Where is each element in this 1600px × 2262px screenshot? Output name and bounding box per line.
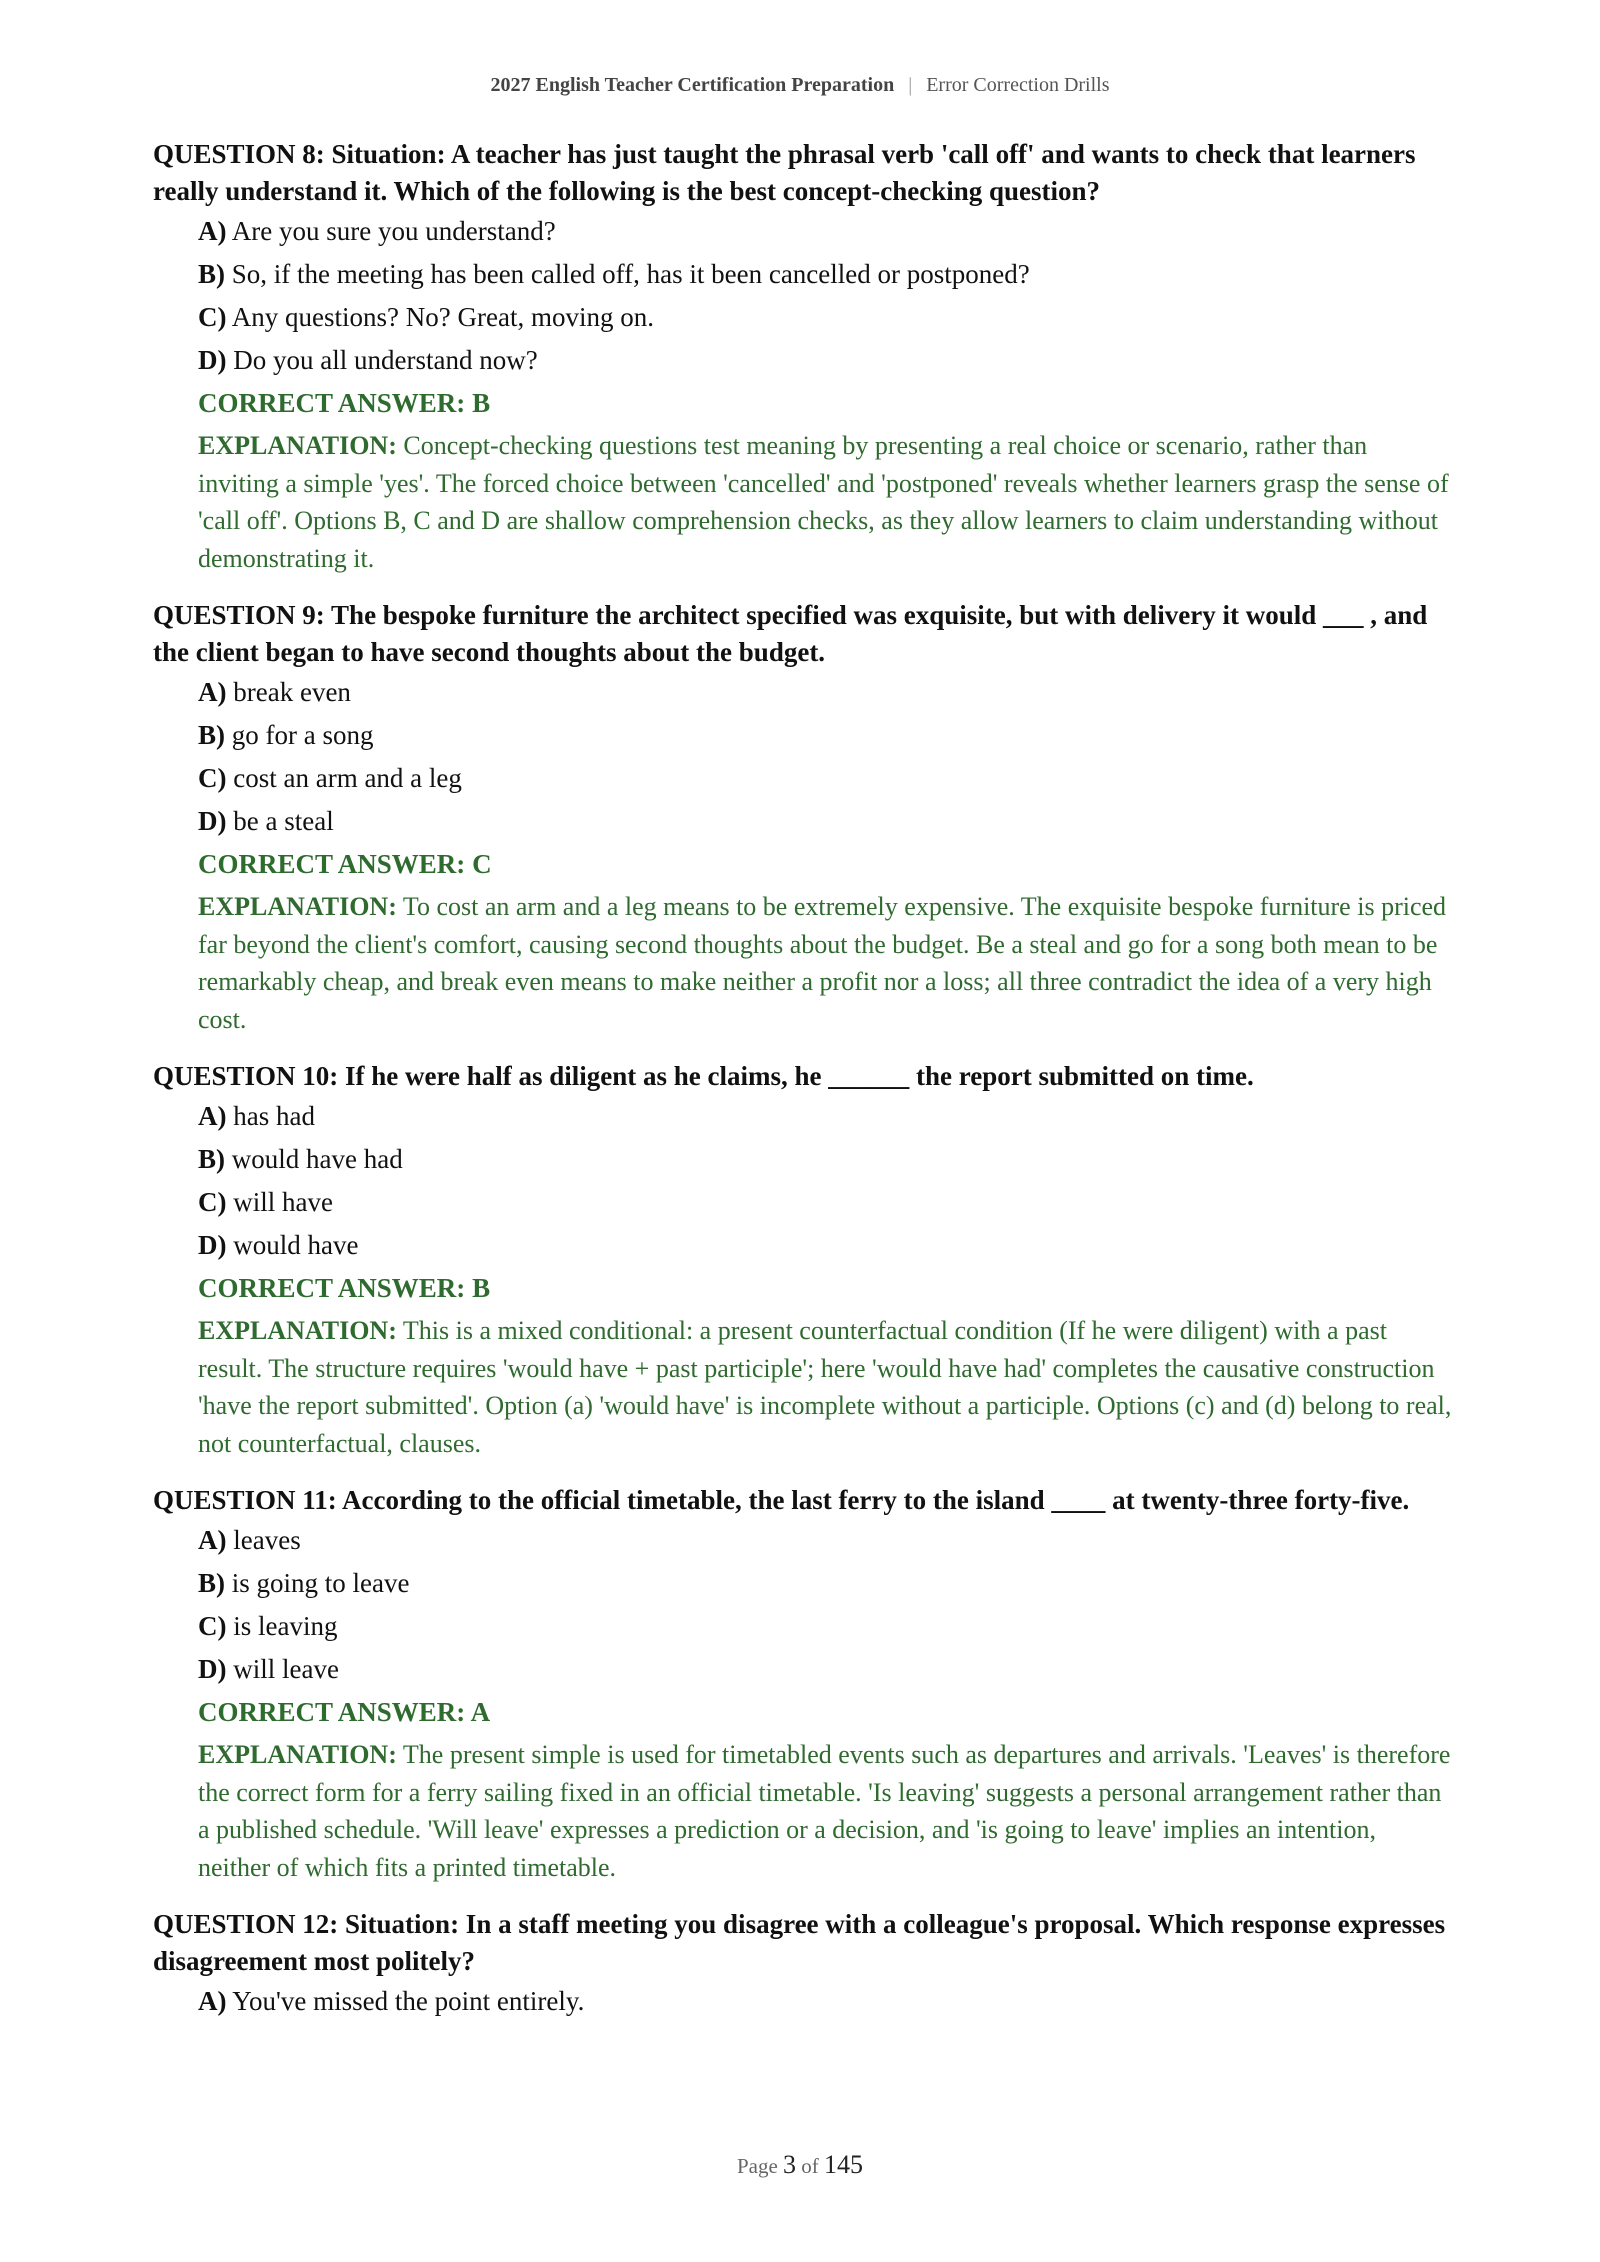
- correct-answer-label: CORRECT ANSWER:: [198, 849, 466, 879]
- option-letter: B): [198, 259, 225, 289]
- option-d: [198, 1648, 1453, 1691]
- total-pages-number: 145: [824, 2150, 864, 2179]
- correct-answer-label: CORRECT ANSWER:: [198, 1697, 466, 1727]
- option-letter: C): [198, 302, 227, 332]
- correct-answer-value: B: [472, 388, 491, 418]
- correct-answer: [198, 1691, 1453, 1734]
- option-list: [198, 671, 1453, 843]
- explanation-text: This is a mixed conditional: a present counterfactual condition (If he were diligent) with a past result. The structure requires 'would have + past participle'; here 'would have had' completes the causative construction 'have the report submitted'. Option (a) 'would have' is incomplete without a participle. Options (c) and (d) belong to real, not counterfactual, clauses.: [198, 1316, 1452, 1458]
- option-b: [198, 253, 1453, 296]
- option-letter: A): [198, 216, 227, 246]
- correct-answer-label: CORRECT ANSWER:: [198, 1273, 466, 1303]
- page-word: Page: [736, 2154, 778, 2178]
- correct-answer: [198, 843, 1453, 886]
- option-c: [198, 296, 1453, 339]
- explanation: [198, 427, 1453, 577]
- page-header: [0, 74, 1600, 97]
- question-10: [153, 1058, 1453, 1462]
- header-series-title: 2027 English Teacher Certification Preparation: [490, 74, 895, 96]
- question-stem: QUESTION 9: The bespoke furniture the architect specified was exquisite, but with delivery it would ___ , and the client began to have second thoughts about the budget.: [153, 600, 1428, 667]
- option-text: cost an arm and a leg: [233, 763, 462, 793]
- option-list: [198, 1095, 1453, 1267]
- explanation-label: EXPLANATION:: [198, 1740, 397, 1769]
- option-text: will leave: [233, 1654, 339, 1684]
- option-letter: A): [198, 1986, 227, 2016]
- option-text: Are you sure you understand?: [231, 216, 556, 246]
- option-d: [198, 339, 1453, 382]
- option-list: [198, 210, 1453, 382]
- option-b: [198, 1562, 1453, 1605]
- explanation-text: To cost an arm and a leg means to be extremely expensive. The exquisite bespoke furniture is priced far beyond the client's comfort, causing second thoughts about the budget. Be a steal and go for a song both mean to be remarkably cheap, and break even means to make neither a profit nor a loss; all three contradict the idea of a very high cost.: [198, 892, 1447, 1034]
- explanation-label: EXPLANATION:: [198, 892, 397, 921]
- option-b: [198, 714, 1453, 757]
- explanation: [198, 1736, 1453, 1886]
- explanation-text: The present simple is used for timetabled events such as departures and arrivals. 'Leaves' is therefore the correct form for a ferry sailing fixed in an official timetable. 'Is leaving' suggests a personal arrangement rather than a published schedule. 'Will leave' expresses a prediction or a decision, and 'is going to leave' implies an intention, neither of which fits a printed timetable.: [198, 1740, 1451, 1882]
- question-stem: QUESTION 8: Situation: A teacher has just taught the phrasal verb 'call off' and wants to check that learners really understand it. Which of the following is the best concept-checking question?: [153, 139, 1416, 206]
- explanation-label: EXPLANATION:: [198, 431, 397, 460]
- option-letter: A): [198, 677, 227, 707]
- option-text: So, if the meeting has been called off, has it been cancelled or postponed?: [231, 259, 1030, 289]
- correct-answer-label: CORRECT ANSWER:: [198, 388, 466, 418]
- question-list: [153, 136, 1453, 2043]
- option-c: [198, 1605, 1453, 1648]
- option-text: Do you all understand now?: [233, 345, 538, 375]
- option-letter: A): [198, 1101, 227, 1131]
- option-text: is leaving: [233, 1611, 338, 1641]
- option-a: [198, 1980, 1453, 2023]
- question-stem: QUESTION 11: According to the official timetable, the last ferry to the island ____ at twenty-three forty-five.: [153, 1485, 1410, 1515]
- option-text: leaves: [233, 1525, 301, 1555]
- header-separator: |: [908, 74, 913, 96]
- option-text: is going to leave: [231, 1568, 410, 1598]
- option-text: would have had: [231, 1144, 403, 1174]
- option-list: [198, 1980, 1453, 2023]
- option-c: [198, 1181, 1453, 1224]
- option-letter: D): [198, 1654, 227, 1684]
- question-stem: QUESTION 10: If he were half as diligent as he claims, he ______ the report submitted on time.: [153, 1061, 1254, 1091]
- option-text: go for a song: [231, 720, 374, 750]
- correct-answer-value: B: [472, 1273, 491, 1303]
- option-letter: B): [198, 1144, 225, 1174]
- option-text: would have: [233, 1230, 359, 1260]
- option-letter: A): [198, 1525, 227, 1555]
- option-c: [198, 757, 1453, 800]
- question-12: [153, 1906, 1453, 2023]
- question-8: [153, 136, 1453, 577]
- option-text: will have: [233, 1187, 333, 1217]
- option-text: break even: [233, 677, 351, 707]
- option-d: [198, 800, 1453, 843]
- option-letter: D): [198, 345, 227, 375]
- explanation-text: Concept-checking questions test meaning by presenting a real choice or scenario, rather than inviting a simple 'yes'. The forced choice between 'cancelled' and 'postponed' reveals whether learners grasp the sense of 'call off'. Options B, C and D are shallow comprehension checks, as they allow learners to claim understanding without demonstrating it.: [198, 431, 1449, 573]
- explanation: [198, 1312, 1453, 1462]
- correct-answer: [198, 382, 1453, 425]
- option-text: You've missed the point entirely.: [232, 1986, 585, 2016]
- option-a: [198, 671, 1453, 714]
- correct-answer-value: A: [470, 1697, 491, 1727]
- option-a: [198, 1519, 1453, 1562]
- option-a: [198, 210, 1453, 253]
- option-letter: C): [198, 1611, 227, 1641]
- question-stem: QUESTION 12: Situation: In a staff meeting you disagree with a colleague's proposal. Which response expresses disagreement most politely?: [153, 1909, 1446, 1976]
- option-text: has had: [233, 1101, 315, 1131]
- option-list: [198, 1519, 1453, 1691]
- option-d: [198, 1224, 1453, 1267]
- explanation-label: EXPLANATION:: [198, 1316, 397, 1345]
- explanation: [198, 888, 1453, 1038]
- option-letter: B): [198, 720, 225, 750]
- correct-answer: [198, 1267, 1453, 1310]
- option-b: [198, 1138, 1453, 1181]
- option-text: Any questions? No? Great, moving on.: [231, 302, 654, 332]
- page-footer: [0, 2150, 1600, 2180]
- option-letter: C): [198, 763, 227, 793]
- header-section-title: Error Correction Drills: [926, 74, 1110, 96]
- correct-answer-value: C: [472, 849, 492, 879]
- current-page-number: 3: [783, 2150, 797, 2179]
- question-11: [153, 1482, 1453, 1886]
- option-letter: D): [198, 806, 227, 836]
- option-a: [198, 1095, 1453, 1138]
- option-letter: C): [198, 1187, 227, 1217]
- of-word: of: [801, 2154, 819, 2178]
- option-letter: D): [198, 1230, 227, 1260]
- option-text: be a steal: [233, 806, 334, 836]
- question-9: [153, 597, 1453, 1038]
- option-letter: B): [198, 1568, 225, 1598]
